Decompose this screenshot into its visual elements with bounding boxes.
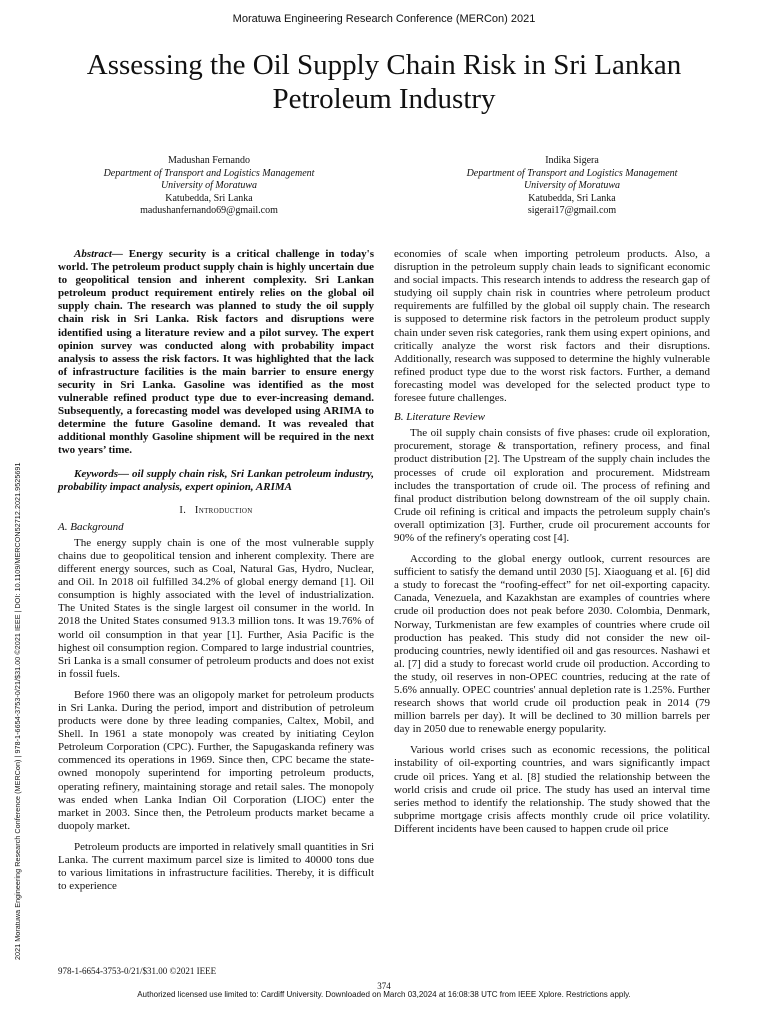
author-location: Katubedda, Sri Lanka — [528, 192, 616, 204]
author-name: Madushan Fernando — [168, 155, 250, 166]
page-number: 374 — [377, 981, 391, 991]
author-department: Department of Transport and Logistics Management — [103, 167, 315, 179]
abstract-text: Energy security is a critical challenge in today's world. The petroleum product supply chain is highly uncertain due to geopolitical tension and inherent complexity. Sri Lankan petroleum product requirement entirely relies on the global oil supply chain. The research was planned to study the oil supply chain risk in Sri Lanka. Risk factors and disruptions were identified using a literature review and a pilot survey. The expert opinion survey was conducted along with probability impact analysis to assess the risk factors. It was highlighted that the lack of infrastructure facilities is the main barrier to ensure energy security in Sri Lanka. Gasoline was identified as the most vulnerable refined product type due to ever-increasing demand. Subsequently, a forecasting model was developed using ARIMA to determine the future Gasoline demand. It was revealed that additional monthly Gasoline shipment will be required in the next two years’ time. — [58, 248, 374, 457]
section-number: I. — [179, 504, 187, 516]
author-block-1 — [59, 155, 359, 218]
paragraph: According to the global energy outlook, current resources are sufficient to satisfy the demand until 2030 [5]. Xiaoguang et al. [6] did a study to forecast the “roofing-effect” for net oil-exporting capacity. Canada, Venezuela, and Kazakhstan are examples of countries where crude oil production does not peak before 2030. Colombia, Denmark, Norway, Turkmenistan are few examples of countries where crude oil production has peaked. This study did not consider the new oil-producing countries, newly identified oil and gas resources. Nashawi et al. [7] did a study to forecast world crude oil production. According to the study, oil reserves in non-OPEC countries, reducing at the rate of 5.6% annually. OPEC countries' annual depletion rate is 1.25%. Further research shows that world crude oil production peak in 2014 (79 million barrels per day). It will be declined to 30 million barrels per day in 2050 due to renewable energy popularity. — [394, 553, 710, 736]
abstract — [58, 248, 374, 458]
author-email: sigerai17@gmail.com — [527, 205, 617, 216]
author-email: madushanfernando69@gmail.com — [140, 205, 278, 216]
author-name: Indika Sigera — [545, 155, 599, 166]
conference-header: Moratuwa Engineering Research Conference (MERCon) 2021 — [232, 13, 536, 25]
footer-copyright: 978-1-6654-3753-0/21/$31.00 ©2021 IEEE — [58, 966, 217, 976]
author-block-2 — [422, 155, 722, 218]
author-university: University of Moratuwa — [160, 180, 258, 191]
paragraph: Petroleum products are imported in relatively small quantities in Sri Lanka. The current maximum parcel size is limited to 40000 tons due to various limitations in infrastructure facilities. Thereby, it is difficult to experience — [58, 840, 374, 893]
paragraph: The energy supply chain is one of the most vulnerable supply chains due to geopolitical tension and inherent complexity. There are different energy sources, such as Coal, Natural Gas, Hydro, Nuclear, and Oil. In 2018 oil fulfilled 34.2% of global energy demand [1]. Oil consumption is highly associated with the level of industrialization. The United States is the single largest oil consumer in the world. In 2018 the United States consumed 913.3 million tons. It was 19.76% of world oil consumption in that year [1]. Further, Asia Pacific is the highest oil consumption region. Compared to large industrial countries, Sri Lanka is a small consumer of petroleum products and does not exist in fossil fuels. — [58, 536, 374, 680]
left-column — [58, 248, 374, 893]
paper-title: Assessing the Oil Supply Chain Risk in Sri Lankan Petroleum Industry — [86, 49, 682, 115]
download-notice: Authorized licensed use limited to: Cardiff University. Downloaded on March 03,2024 at 16:08:38 UTC from IEEE Xplore. Restrictions apply. — [137, 990, 631, 999]
section-title: Introduction — [194, 504, 253, 516]
right-column — [394, 248, 710, 836]
paragraph: economies of scale when importing petroleum products. Also, a disruption in the petroleum supply chain leads to significant economic and social impacts. This research intends to address the research gap of studying oil supply chain risk in countries where petroleum product requirements are fulfilled by the global oil supply chain. The research is supposed to determine risk factors in the petroleum product supply chain under seven risk categories, rank them using expert opinions, and critically analyze the worst risk factors and their disruptions. Additionally, research was supposed to determine the highly vulnerable refined product type due to the worst risk factors. Further, a demand forecasting model was developed for the selected product type to foresee future challenges. — [394, 248, 710, 405]
section-heading-introduction — [58, 504, 374, 517]
author-university: University of Moratuwa — [523, 180, 621, 191]
paragraph: Various world crises such as economic recessions, the political instability of oil-exporting countries, and wars significantly impact crude oil prices. Yang et al. [8] studied the relationship between the world crisis and crude oil price. The study has used an interval time series method to identify the relationship. The study showed that the subprime mortgage crisis affects monthly crude oil price volatility. Different incidents have been caused to happen crude oil price — [394, 744, 710, 835]
paragraph: Before 1960 there was an oligopoly market for petroleum products in Sri Lanka. During the period, import and distribution of petroleum products were done by three leading companies, Caltex, Mobil, and Shell. In 1961 a state monopoly was created by initiating Ceylon Petroleum Corporation (CPC). Further, the Sapugaskanda refinery was commenced its operations in 1969. Since then, CPC became the state-owned monopoly superintend for importing petroleum products, operating refinery, maintaining storage and retail sales. The monopoly was ended when Lanka Indian Oil Corporation (LIOC) enter the market in 2003. Since then, the Petroleum products market became a duopoly market. — [58, 688, 374, 832]
side-doi-strip: 2021 Moratuwa Engineering Research Conference (MERCon) | 978-1-6654-3753-0/21/$31.00 ©2021 IEEE | DOI: 10.1109/MERCON52712.2021.9525691 — [13, 462, 22, 960]
keywords — [58, 468, 374, 494]
author-department: Department of Transport and Logistics Management — [466, 167, 678, 179]
paragraph: The oil supply chain consists of five phases: crude oil exploration, procurement, storage & transportation, refinery process, and final product distribution [2]. The Upstream of the supply chain includes the processes of crude oil exploration and procurement. Midstream includes the transportation of crude oil. The process of refining and final product distribution belong downstream of the oil supply chain. Crude oil refining is critical and impacts the petroleum supply chain's overall optimization [3]. Further, crude oil procurement accounts for 90% of the refinery's operating cost [4]. — [394, 427, 710, 544]
keywords-text: oil supply chain risk, Sri Lankan petroleum industry, probability impact analysis, expert opinion, ARIMA — [58, 467, 374, 493]
subsection-heading-background: A. Background — [58, 520, 124, 533]
keywords-lead: Keywords— — [74, 467, 129, 480]
subsection-heading-literature: B. Literature Review — [394, 411, 485, 424]
abstract-lead: Abstract— — [74, 248, 123, 260]
author-location: Katubedda, Sri Lanka — [165, 192, 253, 204]
